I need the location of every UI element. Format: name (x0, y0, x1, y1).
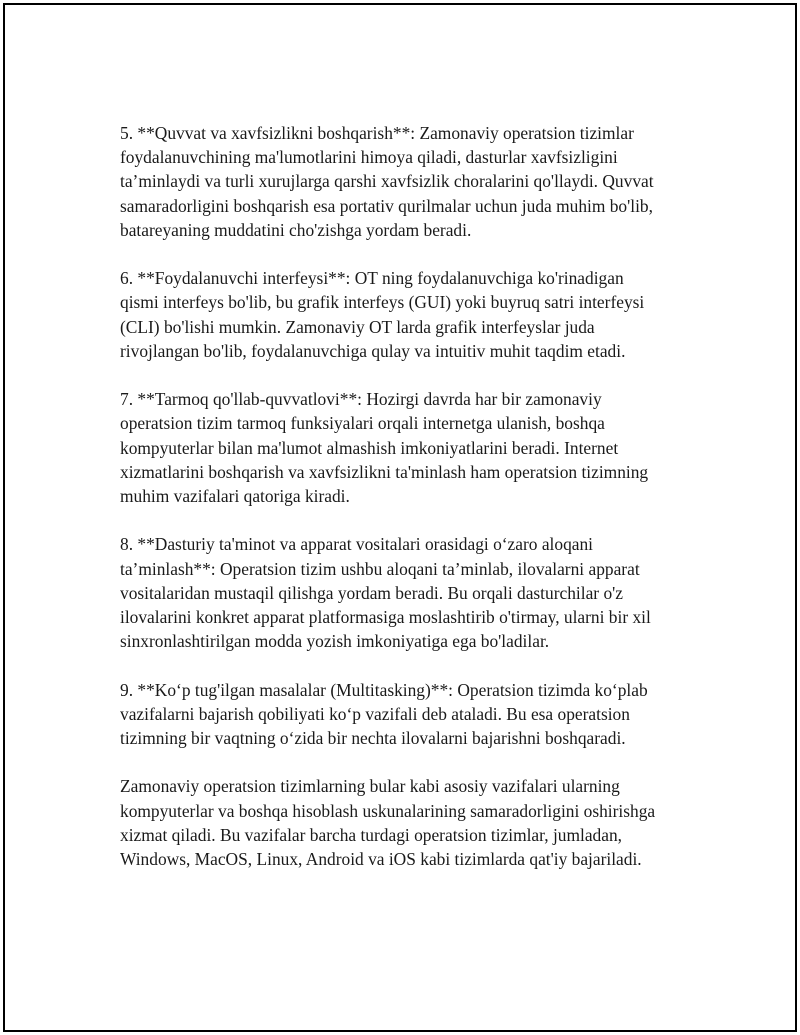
text-line: 5. **Quvvat va xavfsizlikni boshqarish**: Zamonaviy operatsion tizimlar (120, 123, 634, 143)
text-line: 6. **Foydalanuvchi interfeysi**: OT ning foydalanuvchiga ko'rinadigan (120, 268, 624, 289)
text-line: operatsion tizim tarmoq funksiyalari orqali internetga ulanish, boshqa (120, 413, 605, 434)
text-line: qismi interfeys bo'lib, bu grafik interfeys (GUI) yoki buyruq satri interfeysi (120, 292, 645, 313)
text-line: sinxronlashtirilgan modda yozish imkoniyatiga ega bo'ladilar. (120, 631, 550, 652)
paragraph-software-hardware (120, 532, 710, 653)
paragraph-power-security (120, 121, 710, 242)
text-line: 7. **Tarmoq qo'llab-quvvatlovi**: Hozirgi davrda har bir zamonaviy (120, 389, 602, 410)
paragraph-conclusion (120, 774, 710, 871)
text-line: kompyuterlar va boshqa hisoblash uskunalarining samaradorligini oshirishga (120, 800, 656, 821)
paragraph-network-support (120, 387, 710, 508)
text-line: xizmatlarini boshqarish va xavfsizlikni ta'minlash ham operatsion tizimning (120, 461, 649, 482)
paragraph-user-interface (120, 266, 710, 363)
text-line: (CLI) bo'lishi mumkin. Zamonaviy OT larda grafik interfeyslar juda (120, 316, 595, 337)
text-line: muhim vazifalari qatoriga kiradi. (120, 486, 350, 507)
text-line: vazifalarni bajarish qobiliyati ko‘p vazifali deb ataladi. Bu esa operatsion (120, 703, 630, 724)
text-line: Windows, MacOS, Linux, Android va iOS kabi tizimlarda qat'iy bajariladi. (120, 849, 642, 870)
document-body (120, 121, 710, 895)
text-line: kompyuterlar bilan ma'lumot almashish imkoniyatlarini beradi. Internet (120, 437, 619, 458)
text-line: 8. **Dasturiy ta'minot va apparat vositalari orasidagi o‘zaro aloqani (120, 534, 594, 555)
text-line: ilovalarini konkret apparat platformasiga moslashtirib o'tirmay, ularni bir xil (120, 607, 651, 628)
text-line: ta’minlash**: Operatsion tizim ushbu aloqani ta’minlab, ilovalarni apparat (120, 558, 640, 579)
text-line: 9. **Ko‘p tug'ilgan masalalar (Multitasking)**: Operatsion tizimda ko‘plab (120, 679, 648, 700)
text-line: xizmat qiladi. Bu vazifalar barcha turdagi operatsion tizimlar, jumladan, (120, 824, 623, 845)
text-line: batareyaning muddatini cho'zishga yordam beradi. (120, 219, 472, 240)
text-line: vositalaridan mustaqil qilishga yordam beradi. Bu orqali dasturchilar o'z (120, 582, 623, 603)
text-line: foydalanuvchining ma'lumotlarini himoya qiladi, dasturlar xavfsizligini (120, 147, 618, 168)
text-line: tizimning bir vaqtning o‘zida bir nechta ilovalarni bajarishni boshqaradi. (120, 728, 626, 749)
text-line: ta’minlaydi va turli xurujlarga qarshi xavfsizlik choralarini qo'llaydi. Quvvat (120, 171, 654, 192)
page-frame (3, 3, 797, 1032)
text-line: rivojlangan bo'lib, foydalanuvchiga qulay va intuitiv muhit taqdim etadi. (120, 340, 626, 361)
paragraph-multitasking (120, 678, 710, 751)
text-line: Zamonaviy operatsion tizimlarning bular kabi asosiy vazifalari ularning (120, 776, 620, 797)
text-line: samaradorligini boshqarish esa portativ qurilmalar uchun juda muhim bo'lib, (120, 195, 653, 216)
